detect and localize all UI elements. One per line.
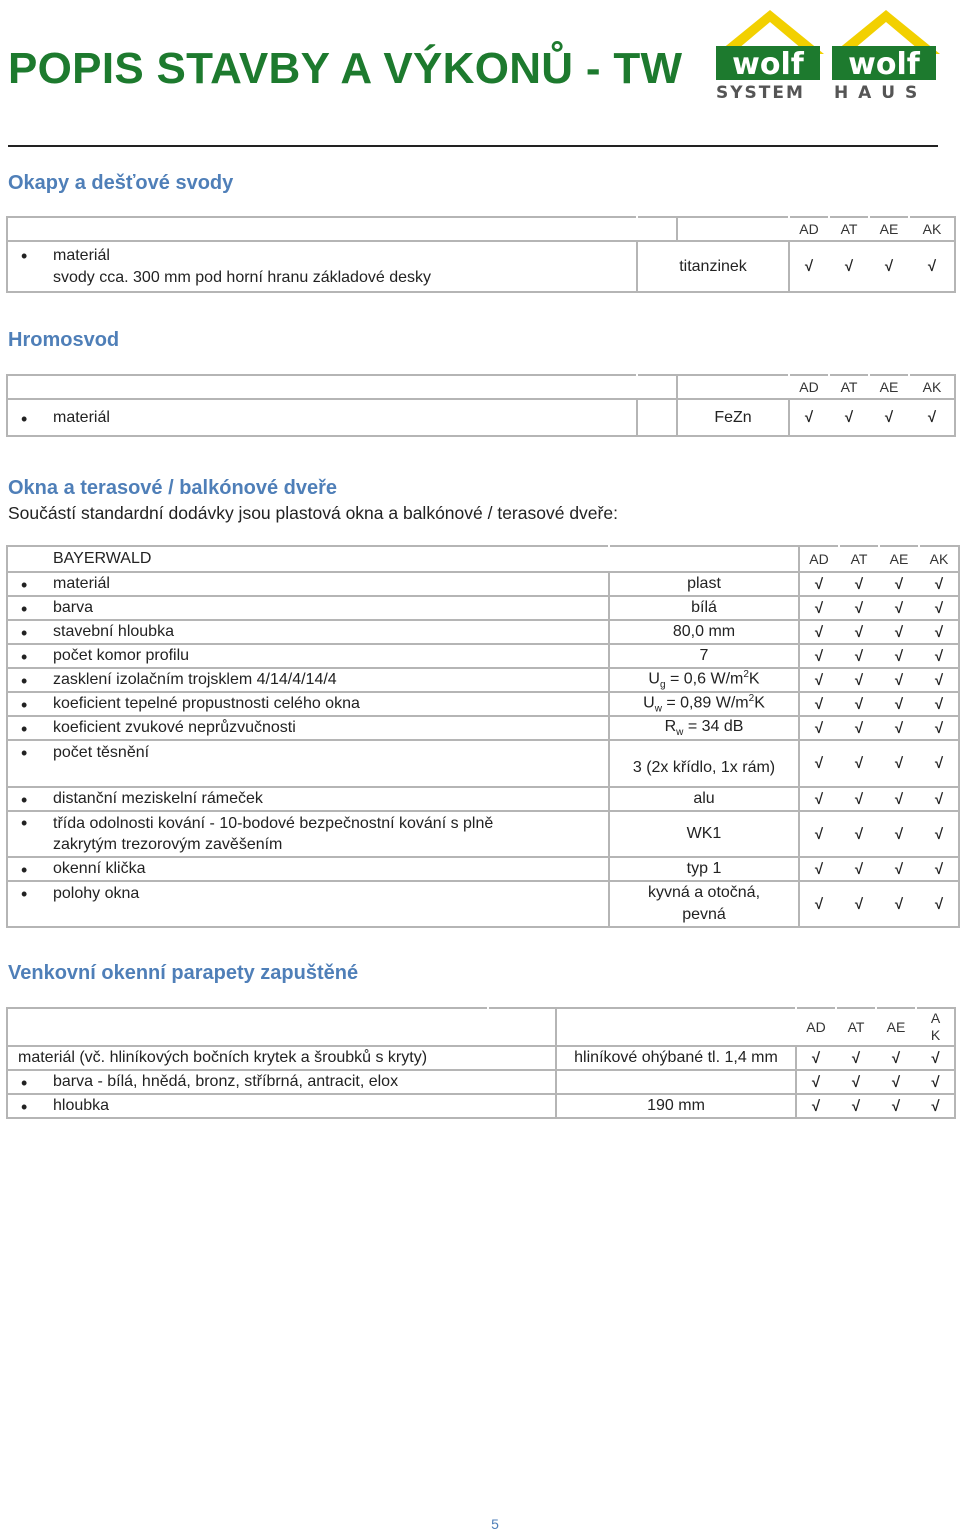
row-label: • třída odolnosti kování - 10-bodové bezpečnostní kování s plně zakrytým trezorovým zavěšením xyxy=(7,811,609,857)
check-at: √ xyxy=(829,399,869,436)
row-label: • zasklení izolačním trojsklem 4/14/4/14/4 xyxy=(7,668,609,692)
row-value: hliníkové ohýbané tl. 1,4 mm xyxy=(556,1046,796,1070)
check-ae: √ xyxy=(879,620,919,644)
check-ad: √ xyxy=(799,787,839,811)
row-value: alu xyxy=(609,787,799,811)
header-blank xyxy=(7,375,637,399)
row-value xyxy=(609,716,799,740)
row-value: typ 1 xyxy=(609,857,799,881)
check-ak: √ xyxy=(919,596,959,620)
row-label: • stavební hloubka xyxy=(7,620,609,644)
check-ad: √ xyxy=(796,1046,836,1070)
check-at: √ xyxy=(839,668,879,692)
value-superscript: 2 xyxy=(743,669,749,681)
check-ak: √ xyxy=(919,644,959,668)
value-text: = 0,6 W/m xyxy=(665,670,744,688)
row-value: 3 (2x křídlo, 1x rám) xyxy=(609,740,799,787)
page-title: POPIS STAVBY A VÝKONŮ - TW xyxy=(8,44,683,93)
wolf-system-haus-logo xyxy=(712,6,942,102)
value-subscript: w xyxy=(676,727,684,739)
row-value: bílá xyxy=(609,596,799,620)
header-blank xyxy=(677,375,789,399)
section-subtitle-okna: Součástí standardní dodávky jsou plastová okna a balkónové / terasové dveře: xyxy=(8,503,618,523)
check-at: √ xyxy=(839,692,879,716)
check-ae: √ xyxy=(869,241,909,292)
section-title-hromosvod: Hromosvod xyxy=(8,329,120,351)
row-label: • barva xyxy=(7,596,609,620)
logo-system-text: SYSTEM xyxy=(716,83,805,102)
col-header-ak: AK xyxy=(909,375,955,399)
check-ad: √ xyxy=(799,620,839,644)
check-ae: √ xyxy=(879,716,919,740)
check-at: √ xyxy=(836,1094,876,1118)
row-value: plast xyxy=(609,572,799,596)
row-value: 80,0 mm xyxy=(609,620,799,644)
check-at: √ xyxy=(839,881,879,927)
value-unit: K xyxy=(748,670,760,688)
row-blank xyxy=(637,399,677,436)
value-symbol: U xyxy=(648,670,660,688)
row-label: • materiál xyxy=(7,399,637,436)
col-header-ad: AD xyxy=(789,217,829,241)
row-label: materiál (vč. hliníkových bočních krytek a šroubků s kryty) xyxy=(7,1046,556,1070)
col-header-ad: AD xyxy=(799,546,839,572)
check-at: √ xyxy=(836,1070,876,1094)
check-ak: √ xyxy=(916,1070,955,1094)
check-ae: √ xyxy=(879,881,919,927)
check-ae: √ xyxy=(879,692,919,716)
value-symbol: R xyxy=(664,717,677,735)
logo-wolf-text-2: wolf xyxy=(848,47,920,82)
header-blank xyxy=(556,1008,796,1046)
check-ak: √ xyxy=(919,620,959,644)
value-unit: K xyxy=(754,694,765,712)
check-ae: √ xyxy=(879,596,919,620)
row-value: kyvná a otočná, pevná xyxy=(609,881,799,927)
check-at: √ xyxy=(839,620,879,644)
col-header-ad: AD xyxy=(796,1008,836,1046)
row-label: • materiál xyxy=(7,572,609,596)
check-at: √ xyxy=(839,596,879,620)
check-ad: √ xyxy=(799,644,839,668)
col-header-ae: AE xyxy=(876,1008,916,1046)
row-label: • polohy okna xyxy=(7,881,609,927)
col-header-ak: AK xyxy=(909,217,955,241)
col-header-at: AT xyxy=(829,375,869,399)
header-blank xyxy=(488,1008,556,1046)
check-at: √ xyxy=(839,644,879,668)
page-number: 5 xyxy=(491,1516,499,1532)
check-ae: √ xyxy=(869,399,909,436)
check-ak: √ xyxy=(909,241,955,292)
row-label: • koeficient tepelné propustnosti celého okna xyxy=(7,692,609,716)
check-at: √ xyxy=(839,716,879,740)
check-ak: √ xyxy=(919,668,959,692)
check-ad: √ xyxy=(799,716,839,740)
check-ad: √ xyxy=(789,399,829,436)
row-value: WK1 xyxy=(609,811,799,857)
col-header-ak: AK xyxy=(919,546,959,572)
row-value xyxy=(609,692,799,716)
check-ak: √ xyxy=(916,1094,955,1118)
check-at: √ xyxy=(839,857,879,881)
row-value: 7 xyxy=(609,644,799,668)
check-at: √ xyxy=(829,241,869,292)
check-ak: √ xyxy=(919,881,959,927)
check-ak: √ xyxy=(909,399,955,436)
row-value-empty xyxy=(556,1070,796,1094)
col-header-ad: AD xyxy=(789,375,829,399)
check-ak: √ xyxy=(919,787,959,811)
check-ak: √ xyxy=(919,740,959,787)
check-at: √ xyxy=(836,1046,876,1070)
row-label-line-2: svody cca. 300 mm pod horní hranu základové desky xyxy=(53,268,431,286)
check-ae: √ xyxy=(879,668,919,692)
row-value xyxy=(609,668,799,692)
row-label: • počet komor profilu xyxy=(7,644,609,668)
header-blank xyxy=(637,375,677,399)
value-symbol: U xyxy=(643,694,655,712)
logo-wolf-text-1: wolf xyxy=(732,47,804,82)
table-okna xyxy=(6,545,960,928)
col-header-ak: A K xyxy=(916,1008,955,1046)
value-text: = 0,89 W/m xyxy=(661,694,749,712)
value-subscript: g xyxy=(659,679,666,691)
check-ad: √ xyxy=(796,1094,836,1118)
check-ad: √ xyxy=(799,740,839,787)
header-blank xyxy=(677,217,789,241)
check-at: √ xyxy=(839,811,879,857)
check-ak: √ xyxy=(919,811,959,857)
check-ak: √ xyxy=(919,692,959,716)
check-ak: √ xyxy=(919,857,959,881)
row-label: • distanční meziskelní rámeček xyxy=(7,787,609,811)
check-ae: √ xyxy=(879,787,919,811)
row-label-line-1: materiál xyxy=(53,246,110,264)
check-ad: √ xyxy=(799,596,839,620)
check-ad: √ xyxy=(799,811,839,857)
check-ad: √ xyxy=(799,692,839,716)
row-label: • počet těsnění xyxy=(7,740,609,787)
table-parapety xyxy=(6,1007,956,1119)
header-blank xyxy=(7,1008,488,1046)
check-ae: √ xyxy=(876,1046,916,1070)
check-ae: √ xyxy=(879,857,919,881)
check-at: √ xyxy=(839,572,879,596)
check-ae: √ xyxy=(879,644,919,668)
check-ae: √ xyxy=(876,1094,916,1118)
check-ad: √ xyxy=(799,857,839,881)
section-title-okna: Okna a terasové / balkónové dveře xyxy=(8,477,338,499)
check-ae: √ xyxy=(876,1070,916,1094)
row-label: • hloubka xyxy=(7,1094,556,1118)
check-ad: √ xyxy=(789,241,829,292)
check-at: √ xyxy=(839,740,879,787)
table-okapy xyxy=(6,216,956,293)
value-text: = 34 dB xyxy=(683,717,744,735)
section-title-okapy: Okapy a dešťové svody xyxy=(8,172,234,194)
row-label: • barva - bílá, hnědá, bronz, stříbrná, antracit, elox xyxy=(7,1070,556,1094)
check-ad: √ xyxy=(796,1070,836,1094)
section-title-parapety: Venkovní okenní parapety zapuštěné xyxy=(8,962,359,984)
check-ae: √ xyxy=(879,572,919,596)
check-ad: √ xyxy=(799,572,839,596)
row-value: 190 mm xyxy=(556,1094,796,1118)
col-header-ae: AE xyxy=(869,217,909,241)
check-ak: √ xyxy=(919,572,959,596)
check-ak: √ xyxy=(919,716,959,740)
logo-haus-text: H A U S xyxy=(834,83,920,102)
header-divider xyxy=(8,145,938,147)
col-header-at: AT xyxy=(839,546,879,572)
header-blank xyxy=(637,217,677,241)
check-ae: √ xyxy=(879,740,919,787)
table-hromosvod xyxy=(6,374,956,437)
brand-name: BAYERWALD xyxy=(7,546,609,572)
check-at: √ xyxy=(839,787,879,811)
row-value: titanzinek xyxy=(637,241,789,292)
row-label xyxy=(7,241,637,292)
check-ad: √ xyxy=(799,881,839,927)
row-value: FeZn xyxy=(677,399,789,436)
row-label: • okenní klička xyxy=(7,857,609,881)
check-ae: √ xyxy=(879,811,919,857)
header-blank xyxy=(7,217,637,241)
row-label: • koeficient zvukové neprůzvučnosti xyxy=(7,716,609,740)
col-header-ae: AE xyxy=(879,546,919,572)
col-header-ae: AE xyxy=(869,375,909,399)
col-header-at: AT xyxy=(829,217,869,241)
col-header-at: AT xyxy=(836,1008,876,1046)
check-ad: √ xyxy=(799,668,839,692)
value-subscript: w xyxy=(654,703,662,715)
header-blank xyxy=(609,546,799,572)
check-ak: √ xyxy=(916,1046,955,1070)
value-superscript: 2 xyxy=(748,693,755,705)
